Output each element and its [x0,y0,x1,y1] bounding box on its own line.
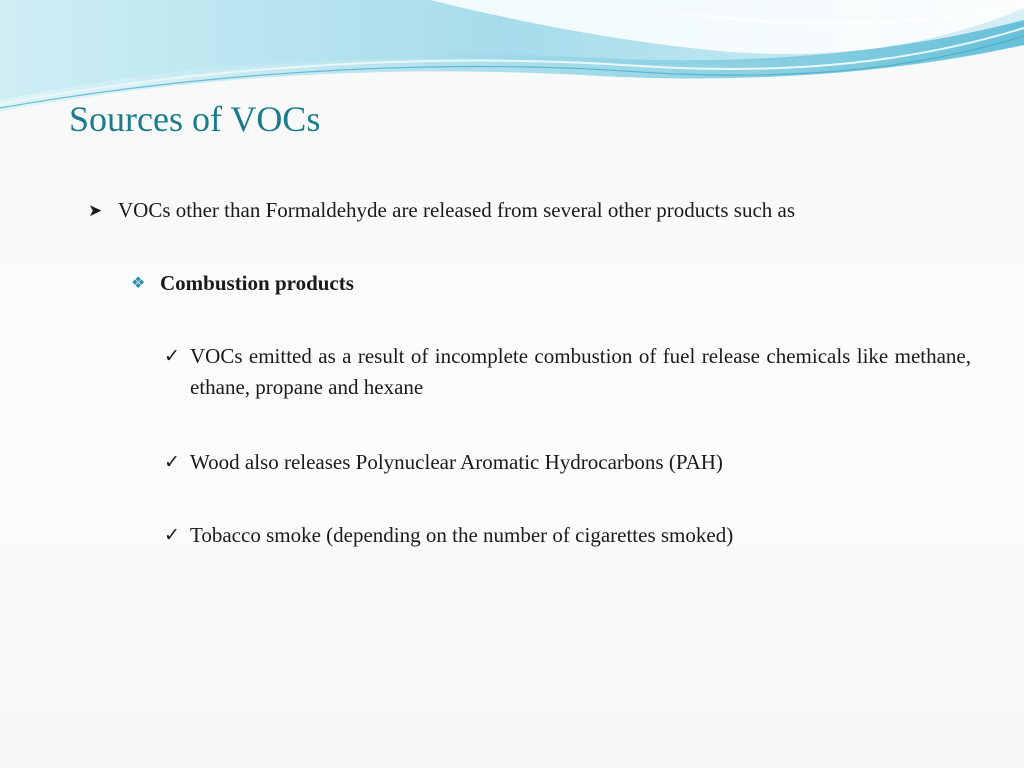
slide-title: Sources of VOCs [69,99,321,139]
checkmark-icon: ✓ [164,452,180,473]
checklist-item-text: Tobacco smoke (depending on the number of cigarettes smoked) [190,523,734,547]
checklist-item-text: Wood also releases Polynuclear Aromatic Hydrocarbons (PAH) [190,450,723,474]
checklist-item-text: VOCs emitted as a result of incomplete combustion of fuel release chemicals like methane, ethane, propane and hexane [190,344,971,399]
arrowhead-bullet-icon: ➤ [88,201,103,220]
checkmark-icon: ✓ [164,346,180,367]
checkmark-icon: ✓ [164,525,180,546]
diamond-bullet-icon: ❖ [131,275,146,292]
bullet-level1-text: VOCs other than Formaldehyde are released from several other products such as [118,198,796,222]
bullet-level2-text: Combustion products [160,271,354,295]
